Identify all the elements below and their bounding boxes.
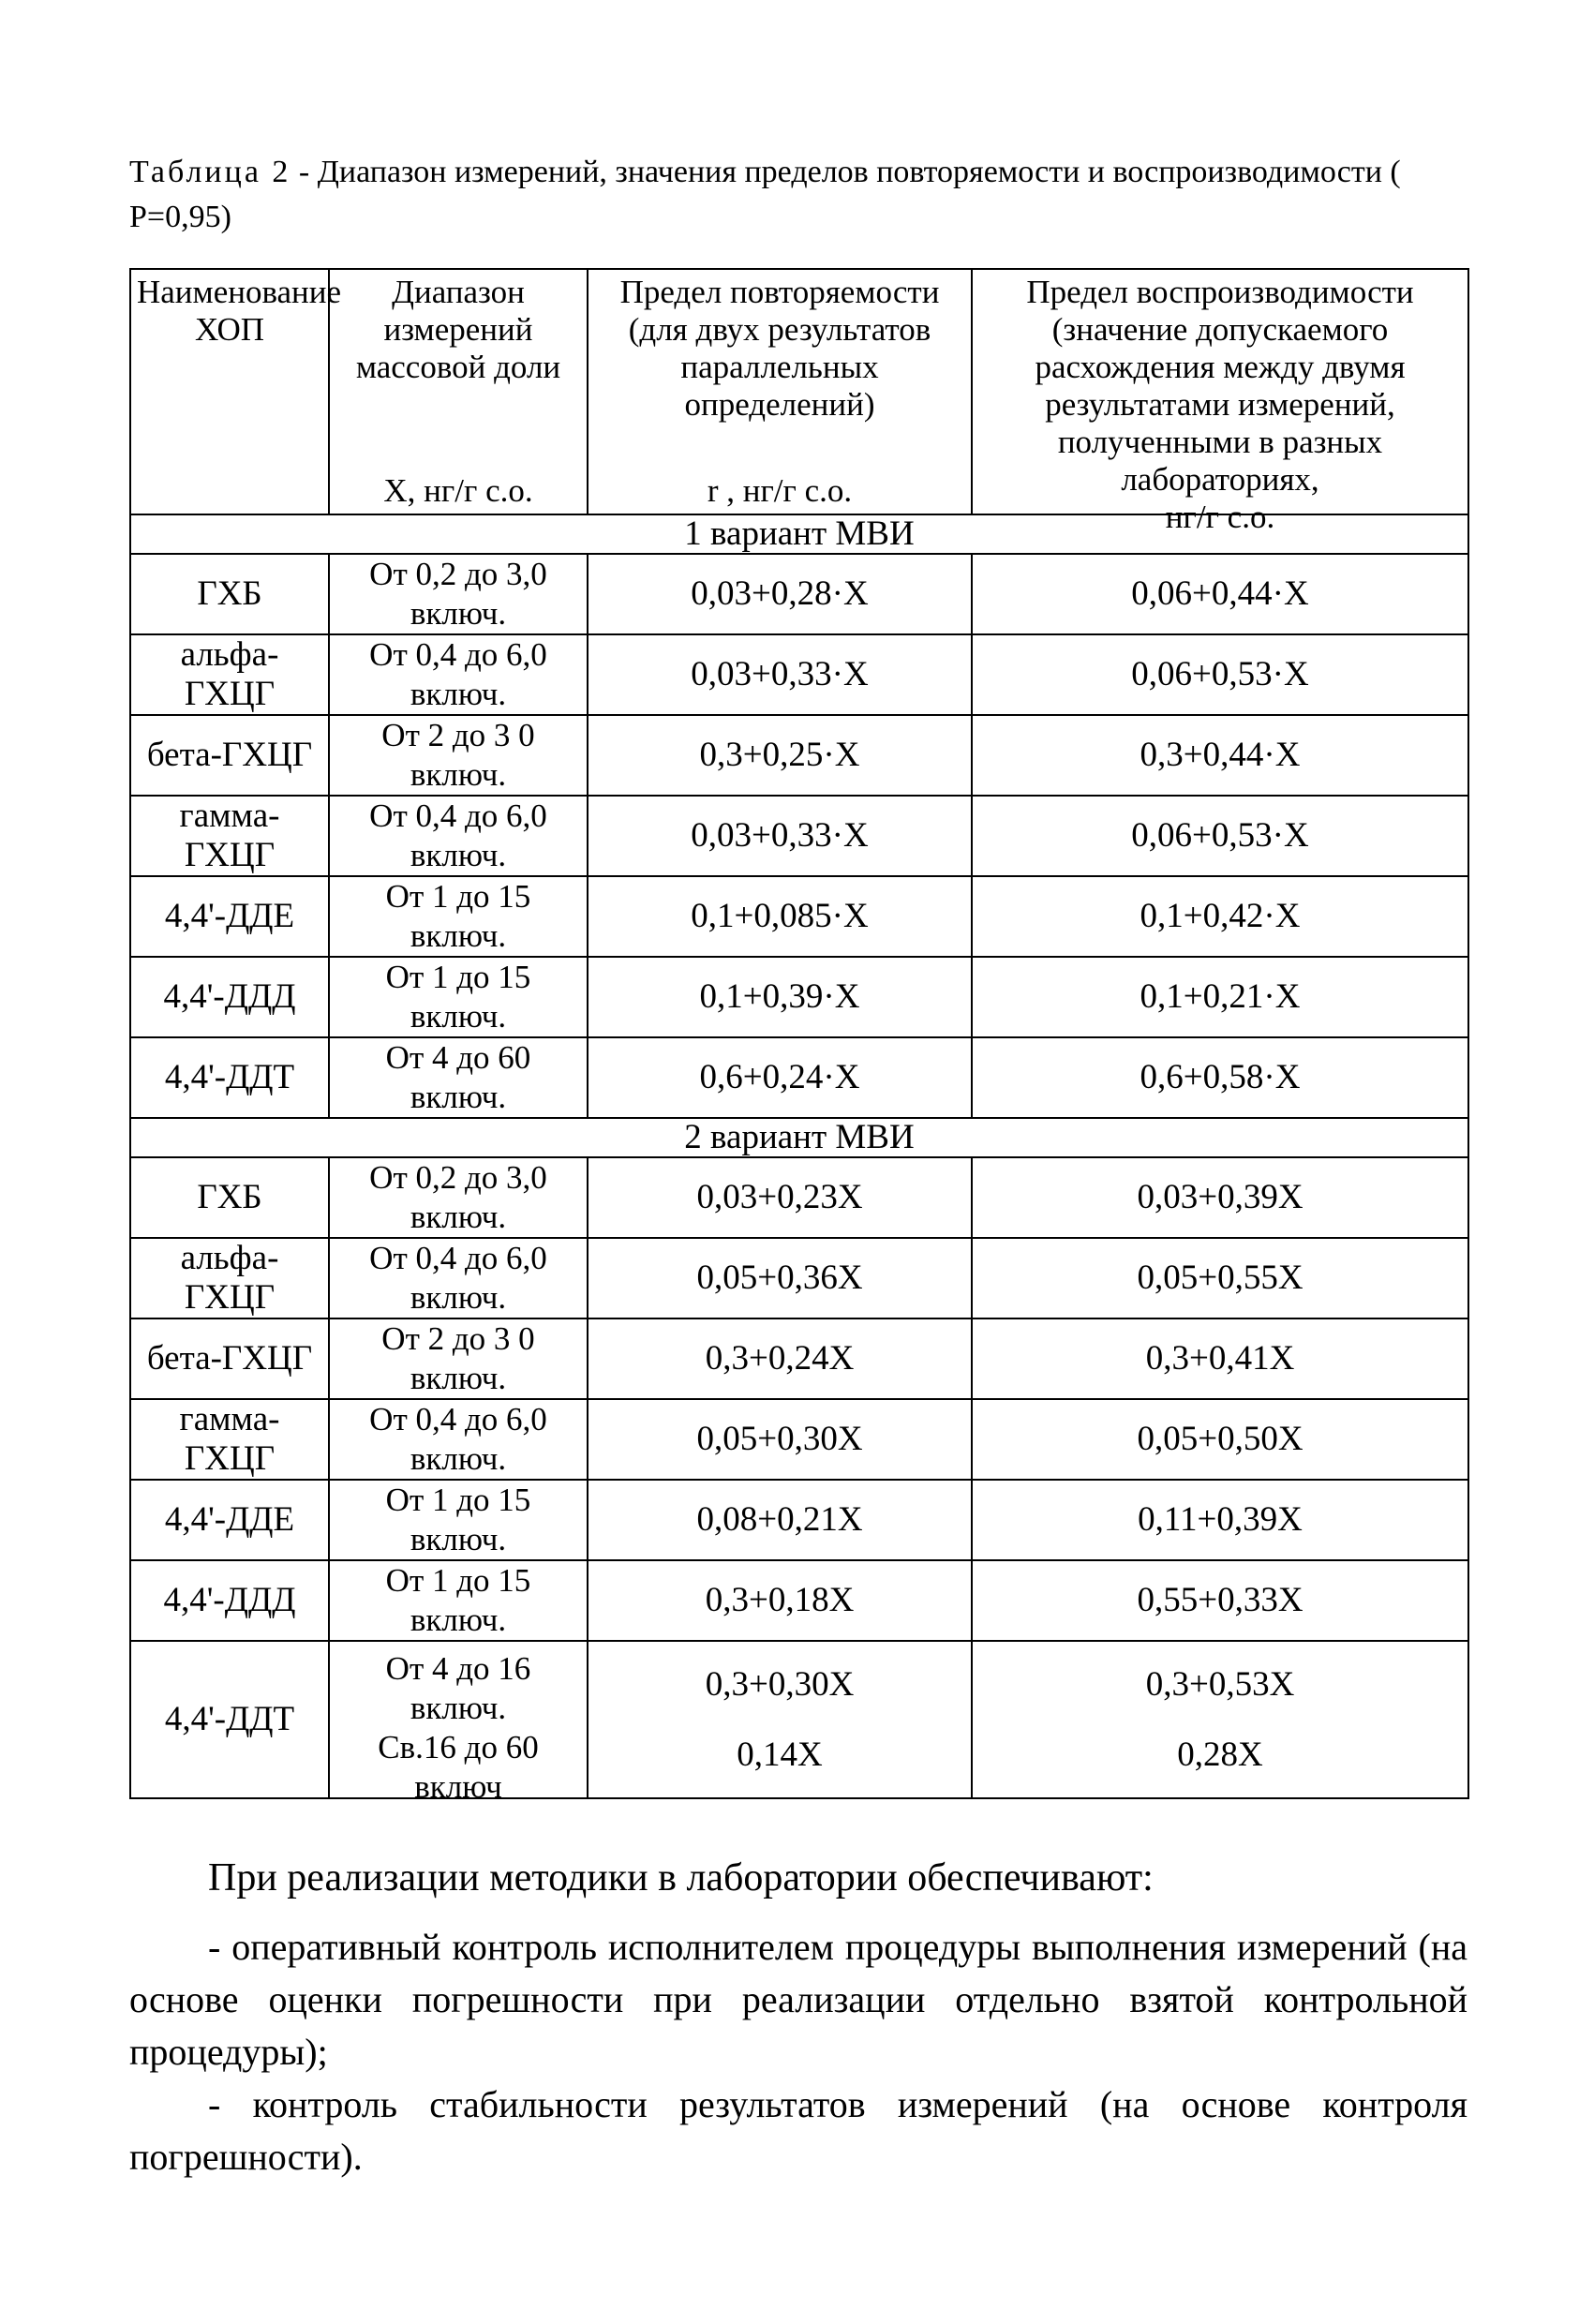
table-row [130,1238,1468,1318]
compound-name: ГХБ [130,1157,329,1238]
table-row [130,1037,1468,1118]
range-cell: От 0,4 до 6,0 включ. [329,796,588,876]
reproducibility-cell: 0,6+0,58·X [972,1037,1468,1118]
repeatability-cell: 0,03+0,28·X [588,554,972,634]
range-cell: От 1 до 15 включ. [329,957,588,1037]
range-cell: От 2 до 3 0 включ. [329,1318,588,1399]
range-cell: От 0,4 до 6,0 включ. [329,634,588,715]
table-row [130,1560,1468,1641]
repeatability-cell [588,1641,972,1798]
reproducibility-cell: 0,3+0,41X [972,1318,1468,1399]
header-reproducibility: Предел воспроизводимости (значение допускаемого расхождения между двумя результатами измерений, полученными в разных лабораториях, нг/г с.о. [972,269,1468,514]
variant-2-body [130,1157,1468,1641]
repeatability-cell: 0,05+0,36X [588,1238,972,1318]
table-row [130,1641,1468,1798]
repeatability-cell: 0,03+0,33·X [588,796,972,876]
range-cell: От 0,4 до 6,0 включ. [329,1399,588,1480]
table-row [130,1157,1468,1238]
table-row [130,1399,1468,1480]
table-row [130,876,1468,957]
reproducibility-cell: 0,05+0,50X [972,1399,1468,1480]
variant-1-title: 1 вариант МВИ [130,514,1468,554]
repeatability-cell: 0,03+0,23X [588,1157,972,1238]
header-range: Диапазон измерений массовой доли X, нг/г с.о. [329,269,588,514]
header-name: Наименование ХОП [130,269,329,514]
reproducibility-b: 0,28X [1177,1735,1263,1774]
reproducibility-cell: 0,05+0,55X [972,1238,1468,1318]
range-cell: От 1 до 15 включ. [329,1560,588,1641]
range-cell: От 2 до 3 0 включ. [329,715,588,796]
compound-name: альфа-ГХЦГ [130,634,329,715]
range-a: От 4 до 16 включ. [385,1650,531,1726]
repeatability-cell: 0,3+0,18X [588,1560,972,1641]
repeatability-b: 0,14X [737,1735,823,1774]
table-row [130,1318,1468,1399]
control-item-2: - контроль стабильности результатов измерений (на основе контроля погрешности). [129,2083,1467,2178]
variant-2-title: 2 вариант МВИ [130,1118,1468,1157]
compound-name: бета-ГХЦГ [130,715,329,796]
repeatability-cell: 0,3+0,24X [588,1318,972,1399]
range-cell [329,1641,588,1805]
repeatability-cell: 0,03+0,33·X [588,634,972,715]
table-header-row [130,269,1468,514]
reproducibility-cell: 0,03+0,39X [972,1157,1468,1238]
repeatability-cell: 0,05+0,30X [588,1399,972,1480]
repeatability-cell: 0,08+0,21X [588,1480,972,1560]
compound-name: 4,4'-ДДЕ [130,1480,329,1560]
range-cell: От 1 до 15 включ. [329,1480,588,1560]
compound-name: 4,4'-ДДД [130,957,329,1037]
reproducibility-cell: 0,3+0,44·X [972,715,1468,796]
measurement-table [129,268,1469,1805]
variant-1-body [130,554,1468,1118]
table-caption [129,150,1467,240]
compound-name: ГХБ [130,554,329,634]
repeatability-cell: 0,3+0,25·X [588,715,972,796]
range-cell: От 0,2 до 3,0 включ. [329,554,588,634]
reproducibility-cell: 0,11+0,39X [972,1480,1468,1560]
header-repeatability: Предел повторяемости (для двух результатов параллельных определений) r , нг/г с.о. [588,269,972,514]
repeatability-a: 0,3+0,30X [705,1664,855,1704]
table-row [130,796,1468,876]
table-row [130,1480,1468,1560]
range-cell: От 0,2 до 3,0 включ. [329,1157,588,1238]
header-reproducibility-unit: нг/г с.о. [1165,499,1275,535]
reproducibility-cell: 0,06+0,44·X [972,554,1468,634]
compound-name: гамма-ГХЦГ [130,796,329,876]
range-cell: От 1 до 15 включ. [329,876,588,957]
range-cell: От 0,4 до 6,0 включ. [329,1238,588,1318]
variant-2-row [130,1118,1468,1157]
repeatability-cell: 0,1+0,085·X [588,876,972,957]
reproducibility-cell: 0,1+0,21·X [972,957,1468,1037]
compound-name: 4,4'-ДДЕ [130,876,329,957]
table-row [130,634,1468,715]
table-caption-text: - Диапазон измерений, значения пределов повторяемости и воспроизводимости ( P=0,95) [129,155,1401,234]
compound-name: 4,4'-ДДТ [130,1037,329,1118]
header-repeatability-unit: r , нг/г с.о. [707,472,853,509]
header-range-unit: X, нг/г с.о. [383,472,533,509]
compound-name: бета-ГХЦГ [130,1318,329,1399]
range-b: Св.16 до 60 включ [378,1729,539,1805]
reproducibility-cell: 0,06+0,53·X [972,634,1468,715]
table-row [130,554,1468,634]
intro-paragraph: При реализации методики в лаборатории обеспечивают: [208,1856,1154,1899]
reproducibility-a: 0,3+0,53X [1145,1664,1295,1704]
table-row [130,957,1468,1037]
range-cell: От 4 до 60 включ. [329,1037,588,1118]
repeatability-cell: 0,6+0,24·X [588,1037,972,1118]
table-row [130,715,1468,796]
reproducibility-cell [972,1641,1468,1798]
control-item-1: - оперативный контроль исполнителем процедуры выполнения измерений (на основе оценки погрешности при реализации отдельно взятой контрольной процедуры); [129,1926,1467,2073]
compound-name: альфа-ГХЦГ [130,1238,329,1318]
reproducibility-cell: 0,06+0,53·X [972,796,1468,876]
compound-name: 4,4'-ДДД [130,1560,329,1641]
reproducibility-cell: 0,1+0,42·X [972,876,1468,957]
compound-name: гамма-ГХЦГ [130,1399,329,1480]
repeatability-cell: 0,1+0,39·X [588,957,972,1037]
compound-name: 4,4'-ДДТ [130,1641,329,1798]
table-label: Таблица 2 [129,155,291,189]
reproducibility-cell: 0,55+0,33X [972,1560,1468,1641]
